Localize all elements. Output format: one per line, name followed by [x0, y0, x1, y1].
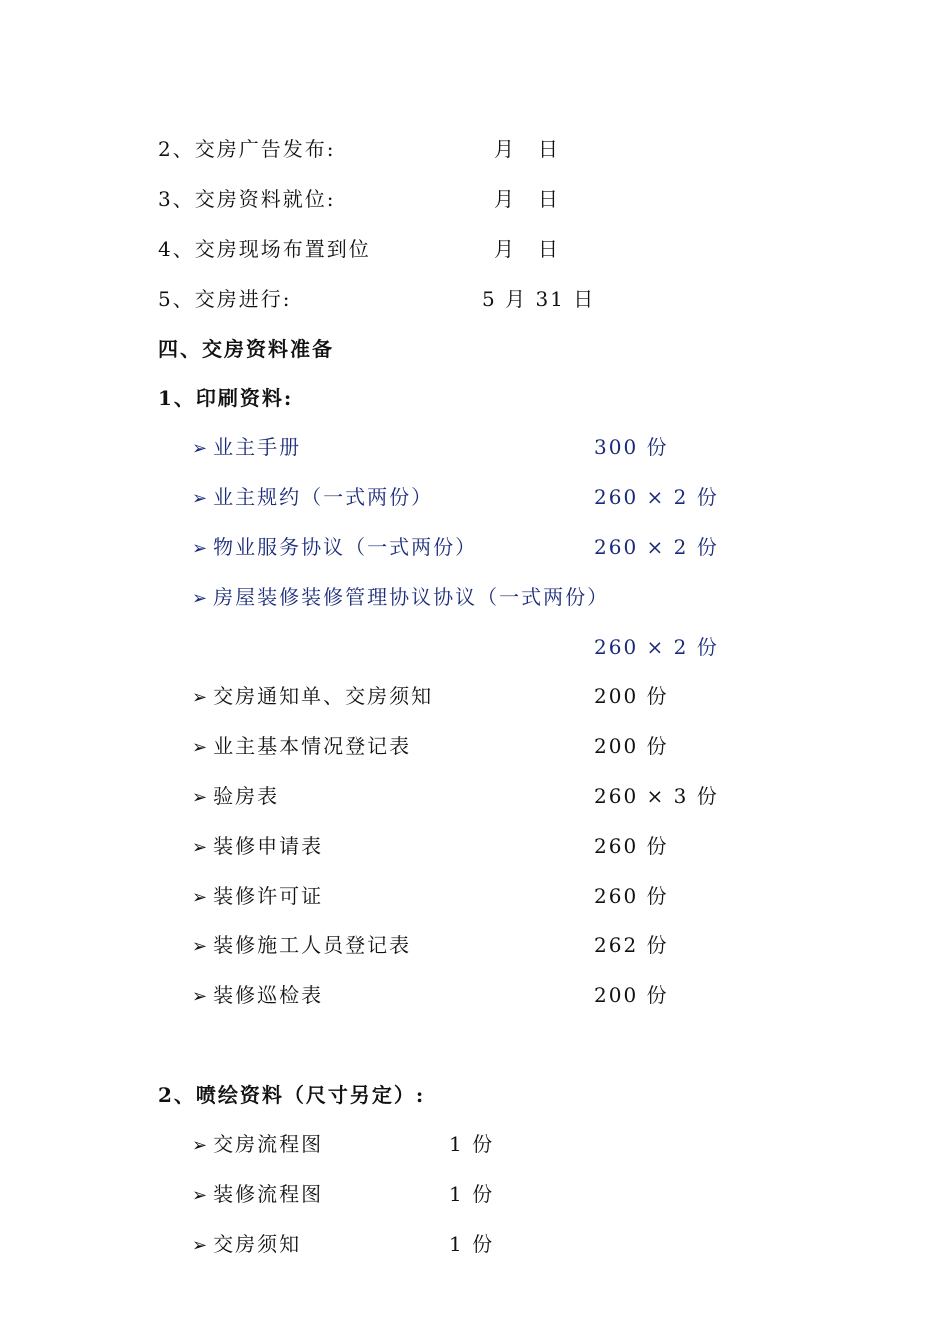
arrow-bullet-icon: ➢ [192, 986, 210, 1007]
item-name: 业主基本情况登记表 [213, 734, 412, 758]
item-name: 业主手册 [213, 435, 302, 459]
list-item [192, 1132, 323, 1158]
item-qty: 260 份 [594, 884, 669, 908]
item-qty: 1 份 [449, 1132, 495, 1156]
arrow-bullet-icon: ➢ [192, 687, 210, 708]
item-name: 装修巡检表 [213, 983, 324, 1007]
schedule-label-1: 2、交房广告发布: [158, 137, 336, 161]
item-qty: 260 × 2 份 [594, 535, 719, 559]
item-name: 装修许可证 [213, 884, 324, 908]
list-item [192, 585, 609, 611]
item-name: 装修申请表 [213, 834, 324, 858]
print-subheading: 1、印刷资料: [158, 386, 294, 410]
item-name: 物业服务协议（一式两份） [213, 535, 478, 559]
arrow-bullet-icon: ➢ [192, 837, 210, 858]
arrow-bullet-icon: ➢ [192, 887, 210, 908]
list-item [192, 734, 411, 760]
item-name: 房屋装修装修管理协议协议（一式两份） [213, 585, 610, 609]
item-qty: 260 × 2 份 [594, 635, 719, 659]
item-name: 交房流程图 [213, 1132, 324, 1156]
list-item [192, 884, 323, 910]
list-item [192, 535, 477, 561]
section-heading: 四、交房资料准备 [158, 337, 334, 361]
arrow-bullet-icon: ➢ [192, 737, 210, 758]
item-qty: 200 份 [594, 734, 669, 758]
schedule-date-2: 月 日 [494, 187, 560, 211]
schedule-date-3: 月 日 [494, 237, 560, 261]
list-item [192, 983, 323, 1009]
item-qty: 200 份 [594, 684, 669, 708]
list-item [192, 1182, 323, 1208]
arrow-bullet-icon: ➢ [192, 538, 210, 559]
schedule-label-2: 3、交房资料就位: [158, 187, 336, 211]
item-qty: 260 × 2 份 [594, 485, 719, 509]
arrow-bullet-icon: ➢ [192, 1135, 210, 1156]
list-item [192, 1232, 301, 1258]
arrow-bullet-icon: ➢ [192, 588, 210, 609]
list-item [192, 435, 301, 461]
arrow-bullet-icon: ➢ [192, 1235, 210, 1256]
schedule-label-4: 5、交房进行: [158, 287, 292, 311]
list-item [192, 933, 411, 959]
schedule-date-1: 月 日 [494, 137, 560, 161]
item-name: 装修施工人员登记表 [213, 933, 412, 957]
spray-subheading: 2、喷绘资料（尺寸另定）: [158, 1083, 426, 1107]
arrow-bullet-icon: ➢ [192, 488, 210, 509]
item-qty: 1 份 [449, 1182, 495, 1206]
item-qty: 300 份 [594, 435, 669, 459]
arrow-bullet-icon: ➢ [192, 787, 210, 808]
list-item [192, 684, 433, 710]
arrow-bullet-icon: ➢ [192, 936, 210, 957]
item-qty: 260 份 [594, 834, 669, 858]
schedule-label-3: 4、交房现场布置到位 [158, 237, 371, 261]
arrow-bullet-icon: ➢ [192, 1185, 210, 1206]
list-item [192, 834, 323, 860]
item-qty: 200 份 [594, 983, 669, 1007]
item-qty: 262 份 [594, 933, 669, 957]
item-name: 交房通知单、交房须知 [213, 684, 434, 708]
list-item [192, 784, 279, 810]
item-name: 业主规约（一式两份） [213, 485, 434, 509]
arrow-bullet-icon: ➢ [192, 438, 210, 459]
item-qty: 260 × 3 份 [594, 784, 719, 808]
schedule-date-4: 5 月 31 日 [482, 287, 596, 311]
list-item [192, 485, 433, 511]
item-name: 装修流程图 [213, 1182, 324, 1206]
item-name: 验房表 [213, 784, 280, 808]
item-qty: 1 份 [449, 1232, 495, 1256]
item-name: 交房须知 [213, 1232, 302, 1256]
